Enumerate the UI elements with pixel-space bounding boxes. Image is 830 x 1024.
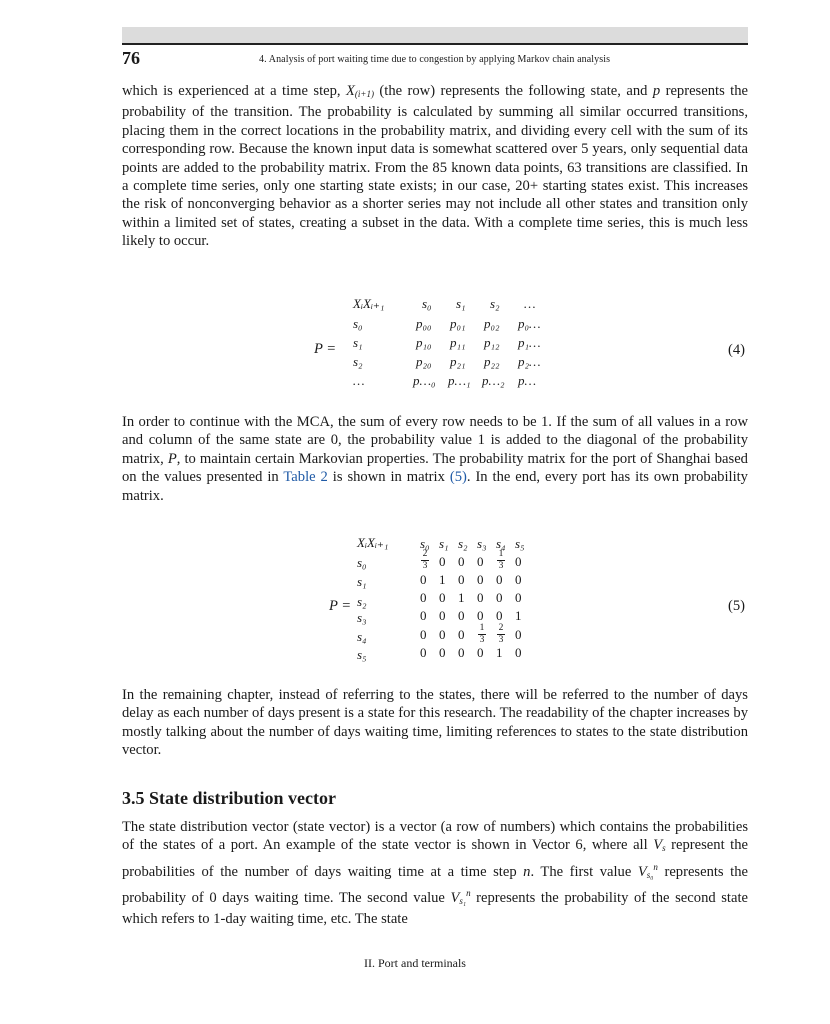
equation-4-col-header: … xyxy=(524,296,536,311)
equation-5-fraction: 1 3 xyxy=(498,549,504,571)
equation-5-row-header: s₄ xyxy=(357,629,367,644)
equation-5-cell: 0 xyxy=(458,554,465,569)
equation-5-cell: 0 xyxy=(420,645,427,660)
running-head: 4. Analysis of port waiting time due to congestion by applying Markov chain analysis xyxy=(259,54,611,65)
equation-5-cell: 1 xyxy=(496,645,503,660)
equation-5-row-header: s₃ xyxy=(357,610,367,625)
equation-5-col-header: s₄ xyxy=(496,536,506,551)
equation-5-number: (5) xyxy=(728,598,746,614)
equation-5-cell: 1 xyxy=(439,572,446,587)
equation-4-cell: p₂₁ xyxy=(450,354,466,369)
equation-5-cell: 0 xyxy=(420,608,427,623)
paragraph-transition-probability: which is experienced at a time step, $X_{(i+1)}$ (the row) represents the following state, and p represents the probability of the transition. The probability is calculated by summing all similar occurred transitions, placing them in the correct locations in the probability matrix, and dividing every cell with the sum of its corresponding row. Because the known input data is somewhat scattered over 5 years, only sequential data points are added to the probability matrix. From the 85 known data points, 63 transitions are classified. In a complete time series, only one starting state exists; in our case, 20+ starting states exist. This increases the risk of nonconverging behavior as a shorter series may not include all other states and transition only within a limited set of states, creating a subset in the data. With a complete time series, this is much less likely to occur. xyxy=(122,83,748,250)
page-footer: II. Port and terminals xyxy=(364,956,466,970)
equation-4-cell: p₁… xyxy=(518,335,541,350)
equation-5-col-header: s₂ xyxy=(458,536,468,551)
equation-4-cell: p… xyxy=(518,373,537,388)
equation-5-cell: 1 xyxy=(515,608,522,623)
equation-4-row-header: s₁ xyxy=(353,335,363,350)
header-rule xyxy=(122,43,748,45)
equation-4-cell: p₁₁ xyxy=(450,335,466,350)
equation-4-cell: p₀₂ xyxy=(484,316,500,331)
equation-5-cell: 0 xyxy=(515,572,522,587)
paragraph-state-vector: The state distribution vector (state vector) is a vector (a row of numbers) which contains the probabilities of the states of a port. An example of the state vector is shown in Vector 6, where all $V_s$ represent the probabilities of the number of days waiting time at a time step n. The first value $V_{s_0}^n$ represents the probability of 0 days waiting time. The second value $V_{s_1}^n$ represents the probability of the second state which refers to 1-day waiting time, etc. The state xyxy=(122,819,748,928)
section-heading: 3.5 State distribution vector xyxy=(122,788,336,808)
equation-4-col-header: s₀ xyxy=(422,296,432,311)
equation-5-row-header: s₂ xyxy=(357,594,367,609)
equation-4-row-header: … xyxy=(353,373,365,388)
equation-5-cell: 0 xyxy=(439,645,446,660)
equation-4-cell: p₀₀ xyxy=(416,316,432,331)
equation-5-cell: 1 xyxy=(458,590,465,605)
equation-5-cell: 0 xyxy=(420,572,427,587)
equation-4-cell: p₂… xyxy=(518,354,541,369)
equation-5-row-header: s₅ xyxy=(357,647,367,662)
page-number: 76 xyxy=(122,48,140,68)
equation-4-cell: p₁₂ xyxy=(484,335,500,350)
equation-5-corner: XᵢXᵢ₊₁ xyxy=(357,535,389,550)
equation-4-cell: p₀… xyxy=(518,316,541,331)
equation-5-cell: 0 xyxy=(496,590,503,605)
equation-5-fraction: 1 3 xyxy=(479,623,485,645)
equation-4-cell: p…₀ xyxy=(413,373,436,388)
equation-5-cell: 0 xyxy=(458,572,465,587)
table-2-link[interactable]: Table 2 xyxy=(283,469,328,486)
equation-5-cell: 0 xyxy=(458,608,465,623)
paragraph-remaining-chapter: In the remaining chapter, instead of referring to the states, there will be referred to the number of days delay as each number of days present is a state for this research. The readability of the chapter increases by mostly talking about the number of days waiting time, limiting references to states to the state distribution vector. xyxy=(122,687,748,759)
equation-4-col-header: s₁ xyxy=(456,296,466,311)
equation-5-cell: 0 xyxy=(458,627,465,642)
equation-5-fraction: 2 3 xyxy=(422,549,428,571)
equation-5-col-header: s₁ xyxy=(439,536,449,551)
equation-4-col-header: s₂ xyxy=(490,296,500,311)
equation-4-corner: XᵢXᵢ₊₁ xyxy=(353,296,385,311)
equation-4-row-header: s₀ xyxy=(353,316,363,331)
equation-5-col-header: s₅ xyxy=(515,536,525,551)
equation-4-cell: p₂₂ xyxy=(484,354,500,369)
equation-4-cell: p…₂ xyxy=(482,373,505,388)
equation-4-label: P = xyxy=(314,341,337,357)
equation-5-cell: 0 xyxy=(477,608,484,623)
equation-5-cell: 0 xyxy=(496,572,503,587)
paragraph-row-sum: In order to continue with the MCA, the sum of every row needs to be 1. If the sum of all values in a row and column of the same state are 0, the probability value 1 is added to the diagonal of the probability matrix, P, to maintain certain Markovian properties. The probability matrix for the port of Shanghai based on the values presented in Table 2 is shown in matrix (5). In the end, every port has its own probability matrix. xyxy=(122,414,748,504)
equation-5-cell: 0 xyxy=(439,554,446,569)
equation-5-cell: 0 xyxy=(477,572,484,587)
equation-5-label: P = xyxy=(329,598,352,614)
equation-4-cell: p…₁ xyxy=(448,373,471,388)
matrix-5-link[interactable]: (5) xyxy=(449,469,467,486)
equation-5-cell: 0 xyxy=(477,590,484,605)
equation-5-cell: 0 xyxy=(477,554,484,569)
header-band xyxy=(122,27,748,43)
equation-5-col-header: s₃ xyxy=(477,536,487,551)
equation-5-cell: 0 xyxy=(515,645,522,660)
equation-4-cell: p₁₀ xyxy=(416,335,432,350)
equation-5-cell: 0 xyxy=(439,627,446,642)
equation-5-row-header: s₀ xyxy=(357,555,367,570)
equation-5-cell: 0 xyxy=(420,590,427,605)
equation-5-cell: 0 xyxy=(439,608,446,623)
equation-4-cell: p₀₁ xyxy=(450,316,466,331)
equation-5-fraction: 2 3 xyxy=(498,623,504,645)
equation-4-cell: p₂₀ xyxy=(416,354,432,369)
equation-5-cell: 0 xyxy=(420,627,427,642)
equation-5-cell: 0 xyxy=(515,590,522,605)
equation-4-number: (4) xyxy=(728,342,746,358)
equation-4-row-header: s₂ xyxy=(353,354,363,369)
equation-5-cell: 0 xyxy=(439,590,446,605)
equation-5-row-header: s₁ xyxy=(357,574,367,589)
equation-5-cell: 0 xyxy=(477,645,484,660)
equation-5-cell: 0 xyxy=(515,627,522,642)
equation-5-col-header: s₀ xyxy=(420,536,430,551)
equation-5-cell: 0 xyxy=(458,645,465,660)
equation-5-cell: 0 xyxy=(515,554,522,569)
equation-5-cell: 0 xyxy=(496,608,503,623)
